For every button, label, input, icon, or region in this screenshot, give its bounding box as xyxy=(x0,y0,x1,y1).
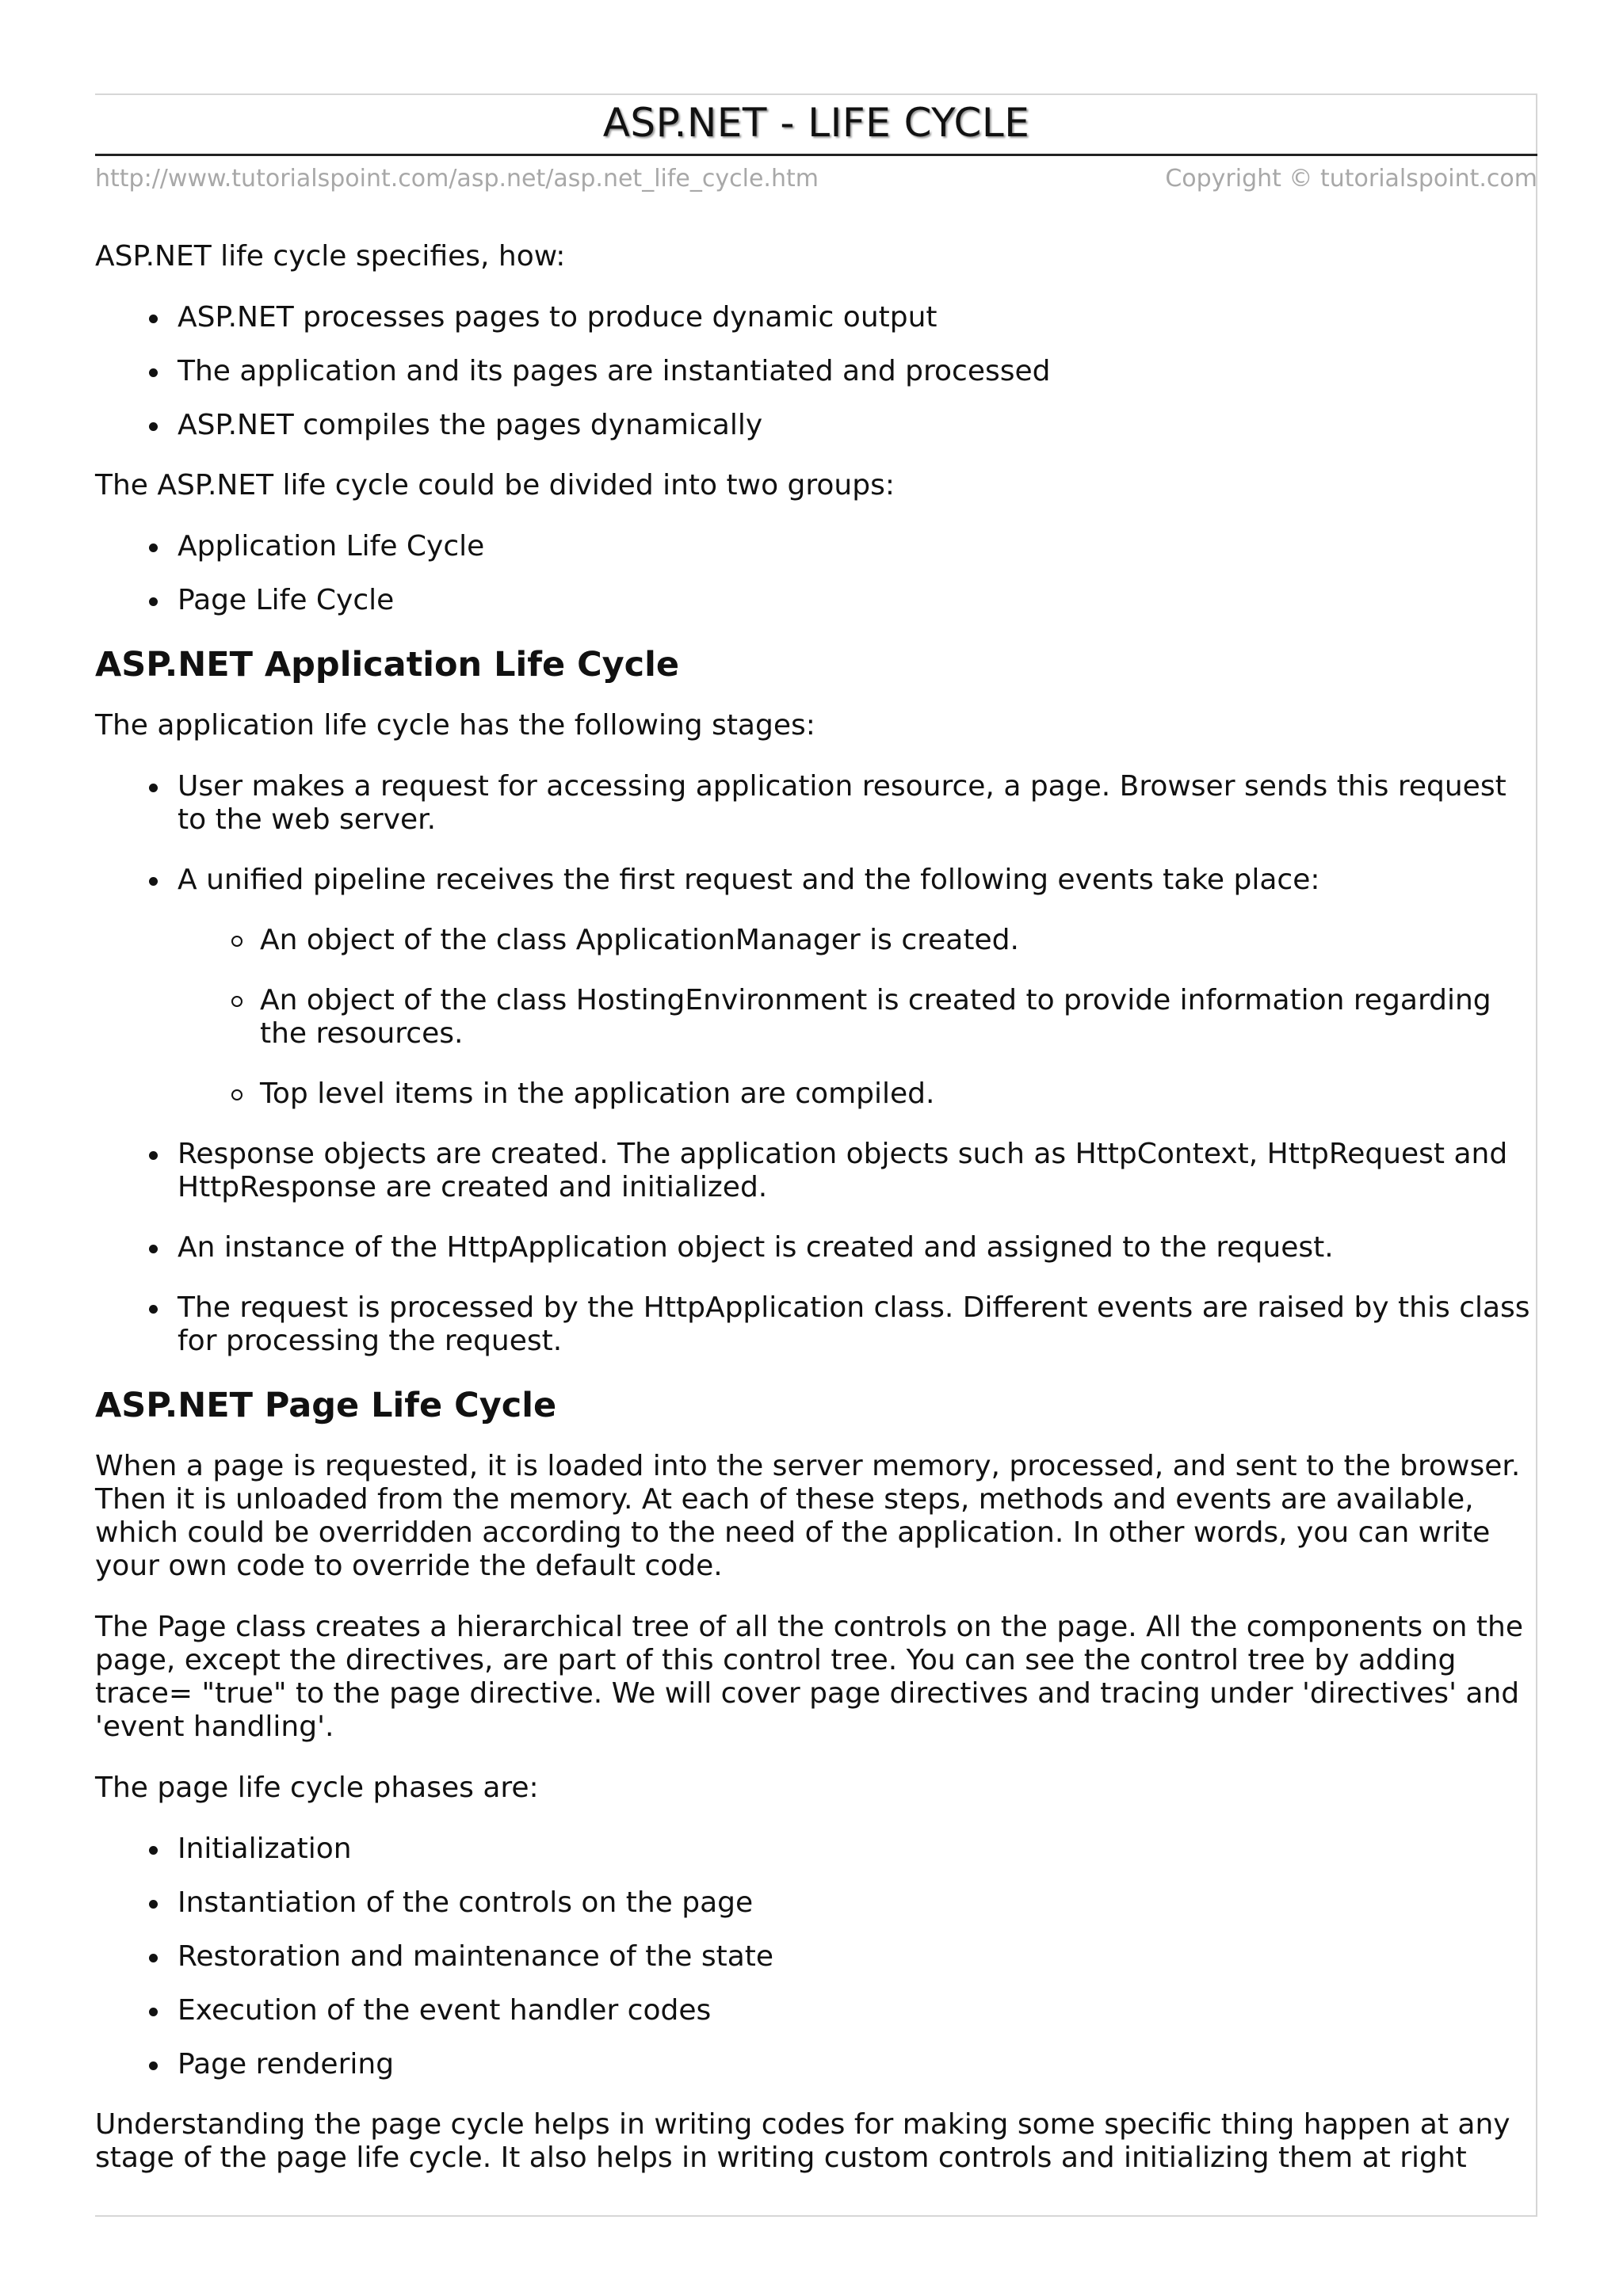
closing-paragraph: Understanding the page cycle helps in writing codes for making some specific thing happen at any stage of the page life cycle. It also helps in writing custom controls and initializing them at right xyxy=(95,2108,1510,2174)
sub-list-item: Top level items in the application are compiled. xyxy=(260,1077,1537,1111)
sub-list-item: An object of the class HostingEnvironment is created to provide information regarding the resources. xyxy=(260,984,1537,1051)
phases-intro: The page life cycle phases are: xyxy=(95,1772,539,1804)
application-life-cycle-heading: ASP.NET Application Life Cycle xyxy=(95,645,680,685)
intro-paragraph: ASP.NET life cycle specifies, how: xyxy=(95,240,566,273)
intro-list xyxy=(95,301,1537,442)
list-item: Page Life Cycle xyxy=(178,584,1537,617)
list-item: ASP.NET processes pages to produce dynamic output xyxy=(178,301,1537,334)
list-item: Restoration and maintenance of the state xyxy=(178,1940,1537,1974)
meta-row xyxy=(95,159,1537,199)
page-paragraph-1: When a page is requested, it is loaded into the server memory, processed, and sent to the browser. Then it is unloaded from the memory. At each of these steps, methods and events are available, which could be overridden according to the need of the application. In other words, you can write your own code to override the default code. xyxy=(95,1450,1521,1582)
list-item: The application and its pages are instantiated and processed xyxy=(178,355,1537,388)
copyright-notice: Copyright © tutorialspoint.com xyxy=(1165,165,1537,193)
groups-paragraph: The ASP.NET life cycle could be divided into two groups: xyxy=(95,469,895,502)
sub-list-item: An object of the class ApplicationManager is created. xyxy=(260,924,1537,957)
page-paragraph-2: The Page class creates a hierarchical tree of all the controls on the page. All the components on the page, except the directives, are part of this control tree. You can see the control tree by adding trace= "true" to the page directive. We will cover page directives and tracing under 'directives' and 'event handling'. xyxy=(95,1611,1523,1743)
list-item: Response objects are created. The application objects such as HttpContext, HttpRequest and HttpResponse are created and initialized. xyxy=(178,1138,1537,1204)
list-item: User makes a request for accessing application resource, a page. Browser sends this request to the web server. xyxy=(178,770,1537,837)
list-item-text: A unified pipeline receives the first request and the following events take place: xyxy=(178,864,1320,896)
groups-list xyxy=(95,530,1537,617)
phases-list xyxy=(95,1833,1537,2081)
page-life-cycle-heading: ASP.NET Page Life Cycle xyxy=(95,1386,557,1425)
list-item: Execution of the event handler codes xyxy=(178,1994,1537,2027)
article-body xyxy=(95,240,1537,2175)
application-stages-list xyxy=(95,770,1537,1358)
list-item: Initialization xyxy=(178,1833,1537,1866)
source-url: http://www.tutorialspoint.com/asp.net/asp.net_life_cycle.htm xyxy=(95,165,819,193)
list-item: ASP.NET compiles the pages dynamically xyxy=(178,409,1537,442)
pipeline-events-list xyxy=(178,924,1537,1111)
list-item: Application Life Cycle xyxy=(178,530,1537,563)
list-item: Instantiation of the controls on the page xyxy=(178,1886,1537,1920)
page-title: ASP.NET - LIFE CYCLE xyxy=(602,100,1030,146)
list-item: An instance of the HttpApplication object is created and assigned to the request. xyxy=(178,1231,1537,1264)
list-item: The request is processed by the HttpApplication class. Different events are raised by this class for processing the request. xyxy=(178,1291,1537,1358)
list-item xyxy=(178,864,1537,1111)
list-item: Page rendering xyxy=(178,2048,1537,2081)
document-page xyxy=(95,93,1537,2203)
title-divider xyxy=(95,154,1537,156)
application-stages-intro: The application life cycle has the following stages: xyxy=(95,709,815,742)
